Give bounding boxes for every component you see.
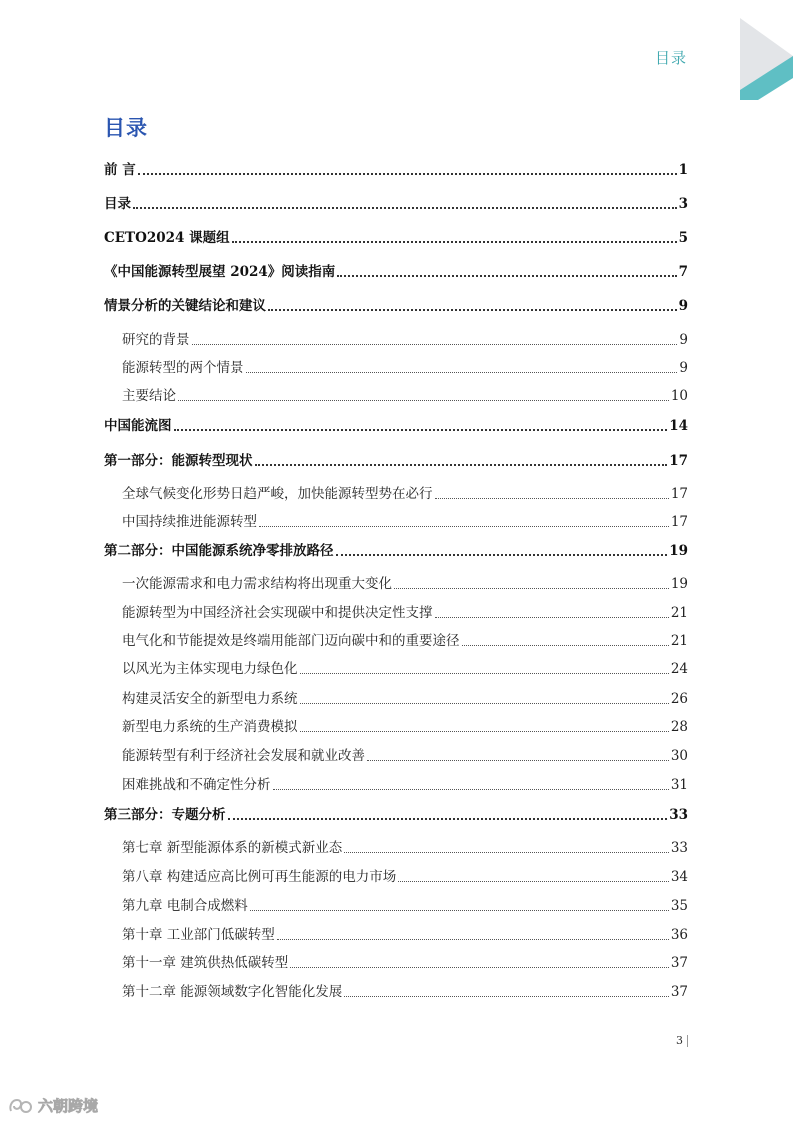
toc-entry-page: 21: [670, 605, 688, 621]
toc-entry-page: 5: [678, 230, 688, 246]
toc-entry-wind-solar[interactable]: [122, 659, 688, 679]
toc-entry-page: 9: [678, 298, 688, 314]
toc-entry-preface[interactable]: [104, 160, 688, 180]
toc-entry-chapter-8[interactable]: [122, 867, 688, 887]
toc-entry-text: 构建灵活安全的新型电力系统: [122, 691, 298, 707]
toc-entry-part-three[interactable]: [104, 805, 688, 825]
toc-entry-text: 一次能源需求和电力需求结构将出现重大变化: [122, 576, 392, 592]
toc-leader-dots: [398, 881, 669, 882]
toc-entry-page: 7: [678, 264, 688, 280]
toc-entry-page: 10: [670, 388, 688, 404]
toc-entry-page: 3: [678, 196, 688, 212]
header-section-label: 目录: [655, 49, 688, 67]
toc-entry-power-system[interactable]: [122, 689, 688, 709]
toc-entry-page: 14: [669, 418, 688, 434]
toc-entry-page: 19: [669, 543, 688, 559]
toc-entry-text: 中国持续推进能源转型: [122, 514, 257, 530]
toc-entry-text: 第七章 新型能源体系的新模式新业态: [122, 840, 343, 856]
toc-entry-page: 35: [670, 898, 688, 914]
toc-leader-dots: [367, 760, 669, 761]
toc-entry-page: 26: [670, 691, 688, 707]
toc-entry-text: 情景分析的关键结论和建议: [104, 298, 266, 314]
toc-entry-page: 24: [670, 661, 688, 677]
toc-entry-page: 17: [670, 514, 688, 530]
toc-entry-text: CETO2024 课题组: [104, 230, 230, 246]
toc-leader-dots: [250, 910, 669, 911]
toc-leader-dots: [435, 498, 669, 499]
toc-entry-text: 中国能流图: [104, 418, 172, 434]
toc-entry-page: 9: [679, 332, 688, 348]
toc-entry-text: 第八章 构建适应高比例可再生能源的电力市场: [122, 869, 397, 885]
toc-entry-text: 第二部分：中国能源系统净零排放路径: [104, 543, 334, 559]
toc-entry-page: 17: [670, 486, 688, 502]
toc-entry-simulation[interactable]: [122, 717, 688, 737]
toc-entry-text: 目录: [104, 196, 131, 212]
toc-entry-background[interactable]: [122, 330, 688, 350]
toc-entry-two-scenarios[interactable]: [122, 358, 688, 378]
toc-entry-page: 36: [670, 927, 688, 943]
toc-entry-page: 37: [670, 955, 688, 971]
toc-leader-dots: [277, 939, 669, 940]
toc-entry-page: 33: [670, 840, 688, 856]
toc-entry-text: 前 言: [104, 162, 136, 178]
toc-entry-contents[interactable]: [104, 194, 688, 214]
toc-leader-dots: [246, 372, 678, 373]
toc-entry-text: 能源转型的两个情景: [122, 360, 244, 376]
toc-leader-dots: [300, 673, 669, 674]
toc-entry-demand-structure[interactable]: [122, 574, 688, 594]
toc-entry-page: 31: [670, 777, 688, 793]
page-title: 目录: [104, 116, 148, 140]
toc-leader-dots: [255, 464, 668, 466]
toc-leader-dots: [344, 852, 669, 853]
toc-entry-text: 第十二章 能源领域数字化智能化发展: [122, 984, 343, 1000]
toc-entry-chapter-9[interactable]: [122, 896, 688, 916]
toc-entry-team[interactable]: [104, 228, 688, 248]
toc-entry-text: 《中国能源转型展望 2024》阅读指南: [104, 264, 336, 280]
toc-entry-text: 第一部分：能源转型现状: [104, 453, 253, 469]
toc-entry-reading-guide[interactable]: [104, 262, 688, 282]
toc-leader-dots: [337, 275, 676, 277]
watermark-logo-icon: [8, 1097, 34, 1115]
toc-leader-dots: [232, 241, 677, 243]
toc-entry-page: 1: [678, 162, 688, 178]
toc-entry-page: 9: [679, 360, 688, 376]
toc-entry-page: 34: [670, 869, 688, 885]
toc-entry-text: 研究的背景: [122, 332, 190, 348]
toc-entry-electrification[interactable]: [122, 631, 688, 651]
toc-leader-dots: [435, 617, 669, 618]
toc-entry-text: 能源转型有利于经济社会发展和就业改善: [122, 748, 365, 764]
toc-entry-page: 21: [670, 633, 688, 649]
toc-entry-text: 困难挑战和不确定性分析: [122, 777, 271, 793]
toc-entry-text: 第九章 电制合成燃料: [122, 898, 248, 914]
toc-entry-text: 新型电力系统的生产消费模拟: [122, 719, 298, 735]
toc-entry-page: 28: [670, 719, 688, 735]
page-number: 3: [676, 1035, 688, 1047]
toc-leader-dots: [259, 526, 669, 527]
toc-entry-page: 33: [669, 807, 688, 823]
toc-entry-chapter-7[interactable]: [122, 838, 688, 858]
watermark-text: 六朝跨境: [38, 1097, 99, 1115]
toc-entry-challenges[interactable]: [122, 775, 688, 795]
toc-entry-chapter-12[interactable]: [122, 982, 688, 1002]
toc-entry-key-conclusions[interactable]: [104, 296, 688, 316]
toc-entry-main-conclusions[interactable]: [122, 386, 688, 406]
toc-entry-employment[interactable]: [122, 746, 688, 766]
toc-entry-climate[interactable]: [122, 484, 688, 504]
toc-entry-chapter-10[interactable]: [122, 925, 688, 945]
toc-entry-page: 19: [670, 576, 688, 592]
toc-leader-dots: [300, 703, 669, 704]
toc-entry-china-transition[interactable]: [122, 512, 688, 532]
toc-entry-text: 全球气候变化形势日趋严峻，加快能源转型势在必行: [122, 486, 433, 502]
toc-leader-dots: [290, 967, 669, 968]
toc-leader-dots: [178, 400, 669, 401]
toc-entry-page: 30: [670, 748, 688, 764]
toc-entry-part-two[interactable]: [104, 541, 688, 561]
toc-entry-text: 主要结论: [122, 388, 176, 404]
toc-leader-dots: [228, 818, 668, 820]
toc-leader-dots: [133, 207, 677, 209]
toc-leader-dots: [268, 309, 677, 311]
toc-leader-dots: [174, 429, 668, 431]
toc-entry-text: 能源转型为中国经济社会实现碳中和提供决定性支撑: [122, 605, 433, 621]
toc-leader-dots: [192, 344, 678, 345]
toc-entry-text: 第三部分：专题分析: [104, 807, 226, 823]
toc-entry-text: 电气化和节能提效是终端用能部门迈向碳中和的重要途径: [122, 633, 460, 649]
watermark: [8, 1095, 98, 1116]
toc-entry-page: 37: [670, 984, 688, 1000]
toc-leader-dots: [138, 173, 677, 175]
toc-leader-dots: [273, 789, 669, 790]
toc-leader-dots: [336, 554, 668, 556]
toc-entry-text: 第十章 工业部门低碳转型: [122, 927, 275, 943]
toc-entry-text: 第十一章 建筑供热低碳转型: [122, 955, 289, 971]
toc-leader-dots: [394, 588, 669, 589]
toc-leader-dots: [300, 731, 669, 732]
toc-entry-part-one[interactable]: [104, 451, 688, 471]
toc-entry-chapter-11[interactable]: [122, 953, 688, 973]
toc-leader-dots: [344, 996, 669, 997]
toc-entry-text: 以风光为主体实现电力绿色化: [122, 661, 298, 677]
toc-entry-page: 17: [669, 453, 688, 469]
toc-entry-energy-flow[interactable]: [104, 416, 688, 436]
toc-entry-carbon-neutral-support[interactable]: [122, 603, 688, 623]
toc-leader-dots: [462, 645, 669, 646]
